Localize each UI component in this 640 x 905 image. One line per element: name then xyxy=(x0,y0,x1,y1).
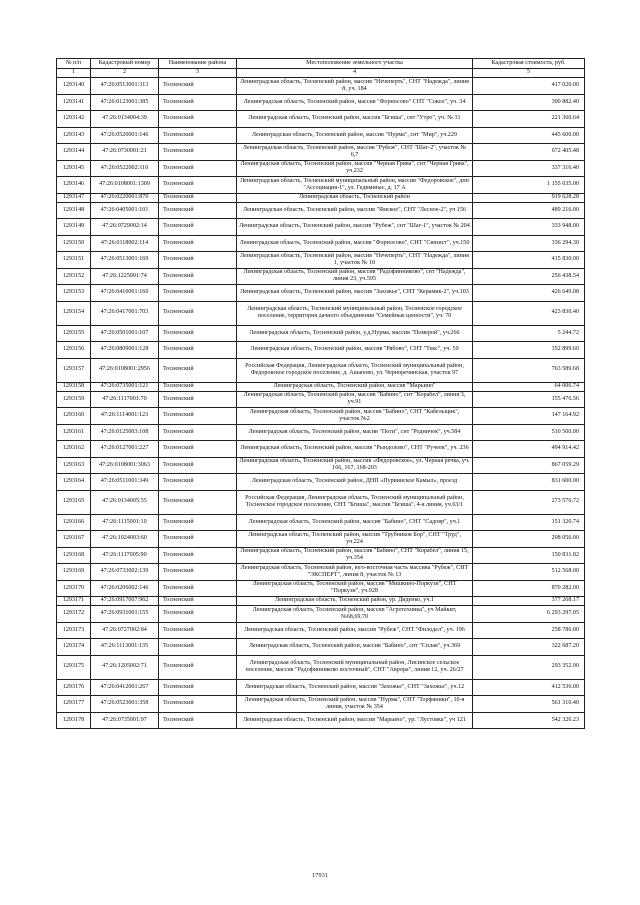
land-location: Ленинградская область, Тосненский район, массив "Радофинниково", снт "Надежда", линия 23, уч.595 xyxy=(237,268,473,285)
header-location: Местоположение земельного участка xyxy=(237,59,473,69)
cadastral-value: 561 310.40 xyxy=(473,696,585,713)
region-name: Тосненский xyxy=(159,127,237,144)
region-name: Тосненский xyxy=(159,580,237,597)
cadastral-value: 221 360.64 xyxy=(473,111,585,128)
cadastral-value: 336 294.30 xyxy=(473,235,585,252)
land-location: Ленинградская область, Тосненский район, массив "Нурма", снт "Мир", уч.229 xyxy=(237,127,473,144)
land-location: Ленинградская область, Тосненский район, массив "Бабино", снт "Сплав", уч.369 xyxy=(237,639,473,656)
table-header-row xyxy=(57,59,585,69)
cadastral-value: 445 600.00 xyxy=(473,127,585,144)
table-row xyxy=(57,177,585,194)
table-row xyxy=(57,285,585,302)
cadastral-value: 672 405.48 xyxy=(473,144,585,161)
cadastral-value: 831 600.00 xyxy=(473,474,585,491)
cadastral-value: 1 155 035.00 xyxy=(473,177,585,194)
cadastral-number: 47:26:1115001:10 xyxy=(91,514,159,531)
table-row xyxy=(57,235,585,252)
page-number: 17931 xyxy=(311,872,329,879)
column-index: 5 xyxy=(473,69,585,78)
land-location: Ленинградская область, Тосненский район, массив "Форносово", СНТ "Связист", уч.150 xyxy=(237,235,473,252)
row-number: 1293175 xyxy=(57,655,91,679)
land-location: Ленинградская область, Тосненский район, массив "Марьино", ур. "Лустовка", уч 121 xyxy=(237,712,473,729)
region-name: Тосненский xyxy=(159,547,237,564)
cadastral-value: 208 056.00 xyxy=(473,531,585,548)
row-number: 1293165 xyxy=(57,490,91,514)
cadastral-number: 47:26:0520001:146 xyxy=(91,127,159,144)
land-location: Ленинградская область, Тосненский район, массив "Захожье", СНТ "Керамик-2", уч.103 xyxy=(237,285,473,302)
cadastral-value: 417 020.00 xyxy=(473,78,585,95)
land-location: Ленинградская область, Тосненский район, массив "Рубеж", СНТ "Шаг-2", участок № 6,7 xyxy=(237,144,473,161)
cadastral-number: 47:26:0522002:110 xyxy=(91,160,159,177)
table-row xyxy=(57,490,585,514)
cadastral-value: 258 786.00 xyxy=(473,622,585,639)
cadastral-value: 333 948.00 xyxy=(473,219,585,236)
region-name: Тосненский xyxy=(159,235,237,252)
row-number: 1293163 xyxy=(57,457,91,474)
cadastral-number: 47:26:0730001:21 xyxy=(91,144,159,161)
cadastral-table-sheet xyxy=(56,58,584,729)
cadastral-number: 47:26:1114001:123 xyxy=(91,408,159,425)
cadastral-number: 47:26:0108001:3063 xyxy=(91,457,159,474)
region-name: Тосненский xyxy=(159,514,237,531)
cadastral-number: 47:26:0108001:1309 xyxy=(91,177,159,194)
region-name: Тосненский xyxy=(159,712,237,729)
region-name: Тосненский xyxy=(159,342,237,359)
row-number: 1293178 xyxy=(57,712,91,729)
cadastral-number: 47:26:0206002:146 xyxy=(91,580,159,597)
row-number: 1293174 xyxy=(57,639,91,656)
row-number: 1293171 xyxy=(57,597,91,606)
row-number: 1293166 xyxy=(57,514,91,531)
land-location: Ленинградская область, Тосненский район, у.д.Нурма, массив "Померой", уч.266 xyxy=(237,325,473,342)
land-location: Ленинградская область, Тосненский район, массив "Бабино", СНТ "Садовр", уч.1 xyxy=(237,514,473,531)
land-location: Ленинградская область, Тосненский район, массив "Бабино", СНТ "Корабел", линия 15, уч.354 xyxy=(237,547,473,564)
cadastral-number: 47:26:0727002:84 xyxy=(91,622,159,639)
table-row xyxy=(57,712,585,729)
region-name: Тосненский xyxy=(159,78,237,95)
cadastral-value: 867 059.29 xyxy=(473,457,585,474)
cadastral-number: 47:26:1117005:90 xyxy=(91,547,159,564)
region-name: Тосненский xyxy=(159,382,237,391)
cadastral-value: 426 649.08 xyxy=(473,285,585,302)
cadastral-number: 47:26:0735001:97 xyxy=(91,712,159,729)
table-row xyxy=(57,424,585,441)
table-row xyxy=(57,564,585,581)
table-row xyxy=(57,547,585,564)
table-row xyxy=(57,193,585,202)
land-location: Российская Федерация, Ленинградская область, Тосненский муниципальный район, Тосненское городское поселение, СНТ "Бгиша", массив "Бгиша", 4-я линия, уч.63/1 xyxy=(237,490,473,514)
table-row xyxy=(57,94,585,111)
land-location: Ленинградская область, Тосненский район, юго-восточная часть массива "Рубеж", СНТ "ЭКСПЕРТ", линия 8, участок № 13 xyxy=(237,564,473,581)
header-region: Наименование района xyxy=(159,59,237,69)
table-row xyxy=(57,144,585,161)
region-name: Тосненский xyxy=(159,679,237,696)
row-number: 1293142 xyxy=(57,111,91,128)
table-row xyxy=(57,408,585,425)
row-number: 1293146 xyxy=(57,177,91,194)
row-number: 1293140 xyxy=(57,78,91,95)
cadastral-number: 47:26:0127001:227 xyxy=(91,441,159,458)
cadastral-value: 6 293 297.05 xyxy=(473,606,585,623)
cadastral-number: 47:26:1024003:60 xyxy=(91,531,159,548)
land-location: Ленинградская область, Тосненский район, массив "Рябово", СНТ "Текс", уч. 59 xyxy=(237,342,473,359)
cadastral-value: 510 500.00 xyxy=(473,424,585,441)
land-location: Ленинградская область, Тосненский район, массив "Агротехника", уч Майкит, №68,69,70 xyxy=(237,606,473,623)
table-row xyxy=(57,655,585,679)
cadastral-value: 5 244.72 xyxy=(473,325,585,342)
region-name: Тосненский xyxy=(159,325,237,342)
row-number: 1293141 xyxy=(57,94,91,111)
region-name: Тосненский xyxy=(159,441,237,458)
table-row xyxy=(57,160,585,177)
land-location: Ленинградская область, Тосненский район, ур. Диденко, уч.1 xyxy=(237,597,473,606)
region-name: Тосненский xyxy=(159,490,237,514)
row-number: 1293162 xyxy=(57,441,91,458)
cadastral-value: 870 282.00 xyxy=(473,580,585,597)
land-location: Ленинградская область, Тосненский район, массив "Мишкино-Поркузи", СНТ "Поркузи", уч.928 xyxy=(237,580,473,597)
region-name: Тосненский xyxy=(159,531,237,548)
row-number: 1293155 xyxy=(57,325,91,342)
region-name: Тосненский xyxy=(159,144,237,161)
region-name: Тосненский xyxy=(159,639,237,656)
cadastral-value: 322 687.20 xyxy=(473,639,585,656)
table-row xyxy=(57,597,585,606)
cadastral-number: 47:26:0729002:14 xyxy=(91,219,159,236)
row-number: 1293154 xyxy=(57,301,91,325)
land-location: Ленинградская область, Тосненский муниципальный район, массив "Федоровское", днп "Ассоциация-1", ул. Гедиминас, д. 17 А xyxy=(237,177,473,194)
row-number: 1293177 xyxy=(57,696,91,713)
region-name: Тосненский xyxy=(159,177,237,194)
table-row xyxy=(57,382,585,391)
table-row xyxy=(57,531,585,548)
row-number: 1293151 xyxy=(57,252,91,269)
table-row xyxy=(57,252,585,269)
land-location: Ленинградская область, Тосненский район, массив "Форносово" СНТ "Сокол", уч. 34 xyxy=(237,94,473,111)
land-location: Ленинградская область, Тосненский район, массив "Нурма", СНТ "Торфяники", 10-я линия, участок № 354 xyxy=(237,696,473,713)
cadastral-value: 337 316.40 xyxy=(473,160,585,177)
region-name: Тосненский xyxy=(159,424,237,441)
table-row xyxy=(57,474,585,491)
region-name: Тосненский xyxy=(159,408,237,425)
cadastral-number: 47:26:1117001:70 xyxy=(91,391,159,408)
land-location: Ленинградская область, Тосненский район, массив "Нечеперть", СНТ "Надежда", линия 8, уч. 184 xyxy=(237,78,473,95)
row-number: 1293149 xyxy=(57,219,91,236)
cadastral-number: 47:26:1225001:74 xyxy=(91,268,159,285)
region-name: Тосненский xyxy=(159,202,237,219)
land-location: Ленинградская область, Тосненский район, массив "Рубеж", СНТ "Филодел", уч. 196 xyxy=(237,622,473,639)
land-location: Ленинградская область, Тосненский муниципальный район, Лисинское сельское поселение, массив "Радофинниково восточный", СНТ "Аврора", линия 12, уч. 26/27 xyxy=(237,655,473,679)
cadastral-number: 47:26:0134004:39 xyxy=(91,111,159,128)
cadastral-number: 47:26:0125003:108 xyxy=(91,424,159,441)
row-number: 1293167 xyxy=(57,531,91,548)
cadastral-number: 47:26:0511001:349 xyxy=(91,474,159,491)
cadastral-value: 415 830.00 xyxy=(473,252,585,269)
cadastral-number: 47:26:0134005:55 xyxy=(91,490,159,514)
land-location: Ленинградская область, Тосненский район, массив "Бгиша", снт "Утро", уч. № 31 xyxy=(237,111,473,128)
table-row xyxy=(57,301,585,325)
region-name: Тосненский xyxy=(159,268,237,285)
cadastral-number: 47:26:0118002:114 xyxy=(91,235,159,252)
column-index: 2 xyxy=(91,69,159,78)
cadastral-number: 47:26:0513001:313 xyxy=(91,78,159,95)
land-location: Ленинградская область, Тосненский район, массив "Бабино", снт "Корабел", линия 3, уч.91 xyxy=(237,391,473,408)
land-location: Ленинградская область, Тосненский район, массив "Нечеперть", СНТ "Надежда", линия 1, участок № 10 xyxy=(237,252,473,269)
region-name: Тосненский xyxy=(159,252,237,269)
table-row xyxy=(57,111,585,128)
region-name: Тосненский xyxy=(159,219,237,236)
region-name: Тосненский xyxy=(159,358,237,382)
region-name: Тосненский xyxy=(159,696,237,713)
table-row xyxy=(57,696,585,713)
cadastral-number: 47:26:0410001:160 xyxy=(91,285,159,302)
table-row xyxy=(57,457,585,474)
cadastral-value: 256 438.54 xyxy=(473,268,585,285)
region-name: Тосненский xyxy=(159,285,237,302)
cadastral-value: 352 899.60 xyxy=(473,342,585,359)
row-number: 1293169 xyxy=(57,564,91,581)
cadastral-number: 47:26:0108001:2956 xyxy=(91,358,159,382)
table-row xyxy=(57,268,585,285)
cadastral-value: 919 628.28 xyxy=(473,193,585,202)
cadastral-value: 64 006.74 xyxy=(473,382,585,391)
row-number: 1293168 xyxy=(57,547,91,564)
column-index-row xyxy=(57,69,585,78)
land-location: Ленинградская область, Тосненский район, массив "Рындолово", СНТ "Ручеек", уч. 236 xyxy=(237,441,473,458)
land-location: Ленинградская область, Тосненский район, массив "Марьино" xyxy=(237,382,473,391)
cadastral-value: 412 536.00 xyxy=(473,679,585,696)
table-row xyxy=(57,441,585,458)
cadastral-value: 489 216.00 xyxy=(473,202,585,219)
row-number: 1293158 xyxy=(57,382,91,391)
cadastral-value: 151 320.74 xyxy=(473,514,585,531)
table-row xyxy=(57,219,585,236)
table-row xyxy=(57,679,585,696)
region-name: Тосненский xyxy=(159,301,237,325)
row-number: 1293161 xyxy=(57,424,91,441)
table-row xyxy=(57,580,585,597)
cadastral-number: 47:26:0123001:385 xyxy=(91,94,159,111)
table-row xyxy=(57,127,585,144)
row-number: 1293157 xyxy=(57,358,91,382)
region-name: Тосненский xyxy=(159,94,237,111)
region-name: Тосненский xyxy=(159,160,237,177)
land-location: Ленинградская область, Тосненский район, массив "Ямское", СНТ "Лесное-2", уч 156 xyxy=(237,202,473,219)
header-number: № п/п xyxy=(57,59,91,69)
cadastral-value-table xyxy=(56,58,585,729)
row-number: 1293148 xyxy=(57,202,91,219)
cadastral-number: 47:26:0733002:139 xyxy=(91,564,159,581)
land-location: Ленинградская область, Тосненский муниципальный район, Тосненское городское поселение, территория дачного объединения "Семейные ценности", уч. 70 xyxy=(237,301,473,325)
cadastral-value: 512 568.00 xyxy=(473,564,585,581)
row-number: 1293160 xyxy=(57,408,91,425)
column-index: 3 xyxy=(159,69,237,78)
column-index: 4 xyxy=(237,69,473,78)
land-location: Ленинградская область, Тосненский район, массив "Трубников Бор", СНТ "Труд", уч.224 xyxy=(237,531,473,548)
cadastral-value: 147 164.92 xyxy=(473,408,585,425)
table-row xyxy=(57,325,585,342)
land-location: Ленинградская область, Тосненский район, массив "Захожье", СНТ "Захожье", уч.12 xyxy=(237,679,473,696)
cadastral-value: 150 831.82 xyxy=(473,547,585,564)
row-number: 1293156 xyxy=(57,342,91,359)
row-number: 1293164 xyxy=(57,474,91,491)
table-row xyxy=(57,514,585,531)
row-number: 1293172 xyxy=(57,606,91,623)
cadastral-number: 47:26:0417001:703 xyxy=(91,301,159,325)
row-number: 1293176 xyxy=(57,679,91,696)
cadastral-number: 47:26:0412001:267 xyxy=(91,679,159,696)
table-row xyxy=(57,358,585,382)
row-number: 1293145 xyxy=(57,160,91,177)
cadastral-number: 47:26:0523001:358 xyxy=(91,696,159,713)
row-number: 1293153 xyxy=(57,285,91,302)
row-number: 1293143 xyxy=(57,127,91,144)
land-location: Ленинградская область, Тосненский район, массив "Черная Грива", снт "Черная Грива", уч.232 xyxy=(237,160,473,177)
row-number: 1293150 xyxy=(57,235,91,252)
cadastral-value: 155 476.56 xyxy=(473,391,585,408)
cadastral-number: 47:26:0735001:121 xyxy=(91,382,159,391)
cadastral-value: 494 914.42 xyxy=(473,441,585,458)
land-location: Ленинградская область, Тосненский район, массив "Рубеж", снт "Шаг-1", участок № 204 xyxy=(237,219,473,236)
land-location: Ленинградская область, Тосненский район xyxy=(237,193,473,202)
table-row xyxy=(57,639,585,656)
cadastral-value: 423 830.40 xyxy=(473,301,585,325)
row-number: 1293170 xyxy=(57,580,91,597)
table-row xyxy=(57,342,585,359)
table-row xyxy=(57,391,585,408)
cadastral-number: 47:26:0513001:169 xyxy=(91,252,159,269)
row-number: 1293159 xyxy=(57,391,91,408)
region-name: Тосненский xyxy=(159,597,237,606)
cadastral-value: 377 268.17 xyxy=(473,597,585,606)
row-number: 1293147 xyxy=(57,193,91,202)
cadastral-value: 300 882.40 xyxy=(473,94,585,111)
cadastral-value: 273 576.72 xyxy=(473,490,585,514)
table-row xyxy=(57,606,585,623)
region-name: Тосненский xyxy=(159,457,237,474)
region-name: Тосненский xyxy=(159,564,237,581)
cadastral-value: 763 589.68 xyxy=(473,358,585,382)
row-number: 1293173 xyxy=(57,622,91,639)
cadastral-number: 47:26:0917007:962 xyxy=(91,597,159,606)
region-name: Тосненский xyxy=(159,193,237,202)
land-location: Ленинградская область, Тосненский район, массив «Федоровское», ул. Черная речка, уч. 166, 167, 168-203 xyxy=(237,457,473,474)
region-name: Тосненский xyxy=(159,622,237,639)
land-location: Ленинградская область, Тосненский район, массив "Бабино", СНТ "Кабельщик", участок №2 xyxy=(237,408,473,425)
cadastral-number: 47:26:1205002:71 xyxy=(91,655,159,679)
table-row xyxy=(57,78,585,95)
row-number: 1293152 xyxy=(57,268,91,285)
cadastral-number: 47:26:0809001:128 xyxy=(91,342,159,359)
region-name: Тосненский xyxy=(159,391,237,408)
row-number: 1293144 xyxy=(57,144,91,161)
region-name: Тосненский xyxy=(159,474,237,491)
cadastral-number: 47:26:0501001:107 xyxy=(91,325,159,342)
land-location: Ленинградская область, Тосненский район, ДНП «Пурвинское Камыл», проезд xyxy=(237,474,473,491)
land-location: Ленинградская область, Тосненский район, масив "Поги", снт "Родничок", уч.584 xyxy=(237,424,473,441)
cadastral-number: 47:26:0931001:155 xyxy=(91,606,159,623)
column-index: 1 xyxy=(57,69,91,78)
cadastral-number: 47:26:1113001:135 xyxy=(91,639,159,656)
table-row xyxy=(57,622,585,639)
header-cadastral-number: Кадастровый номер xyxy=(91,59,159,69)
cadastral-number: 47:26:0405001:101 xyxy=(91,202,159,219)
cadastral-number: 47:26:0220001:870 xyxy=(91,193,159,202)
region-name: Тосненский xyxy=(159,655,237,679)
land-location: Российская Федерация, Ленинградская область, Тосненский муниципальный район, Федоровское городское поселение, д. Ашапово, ул. Черноречинская, участок 97 xyxy=(237,358,473,382)
cadastral-value: 542 326.23 xyxy=(473,712,585,729)
table-body xyxy=(57,78,585,729)
table-row xyxy=(57,202,585,219)
region-name: Тосненский xyxy=(159,606,237,623)
header-cadastral-value: Кадастровая стоимость, руб. xyxy=(473,59,585,69)
region-name: Тосненский xyxy=(159,111,237,128)
cadastral-value: 293 352.00 xyxy=(473,655,585,679)
